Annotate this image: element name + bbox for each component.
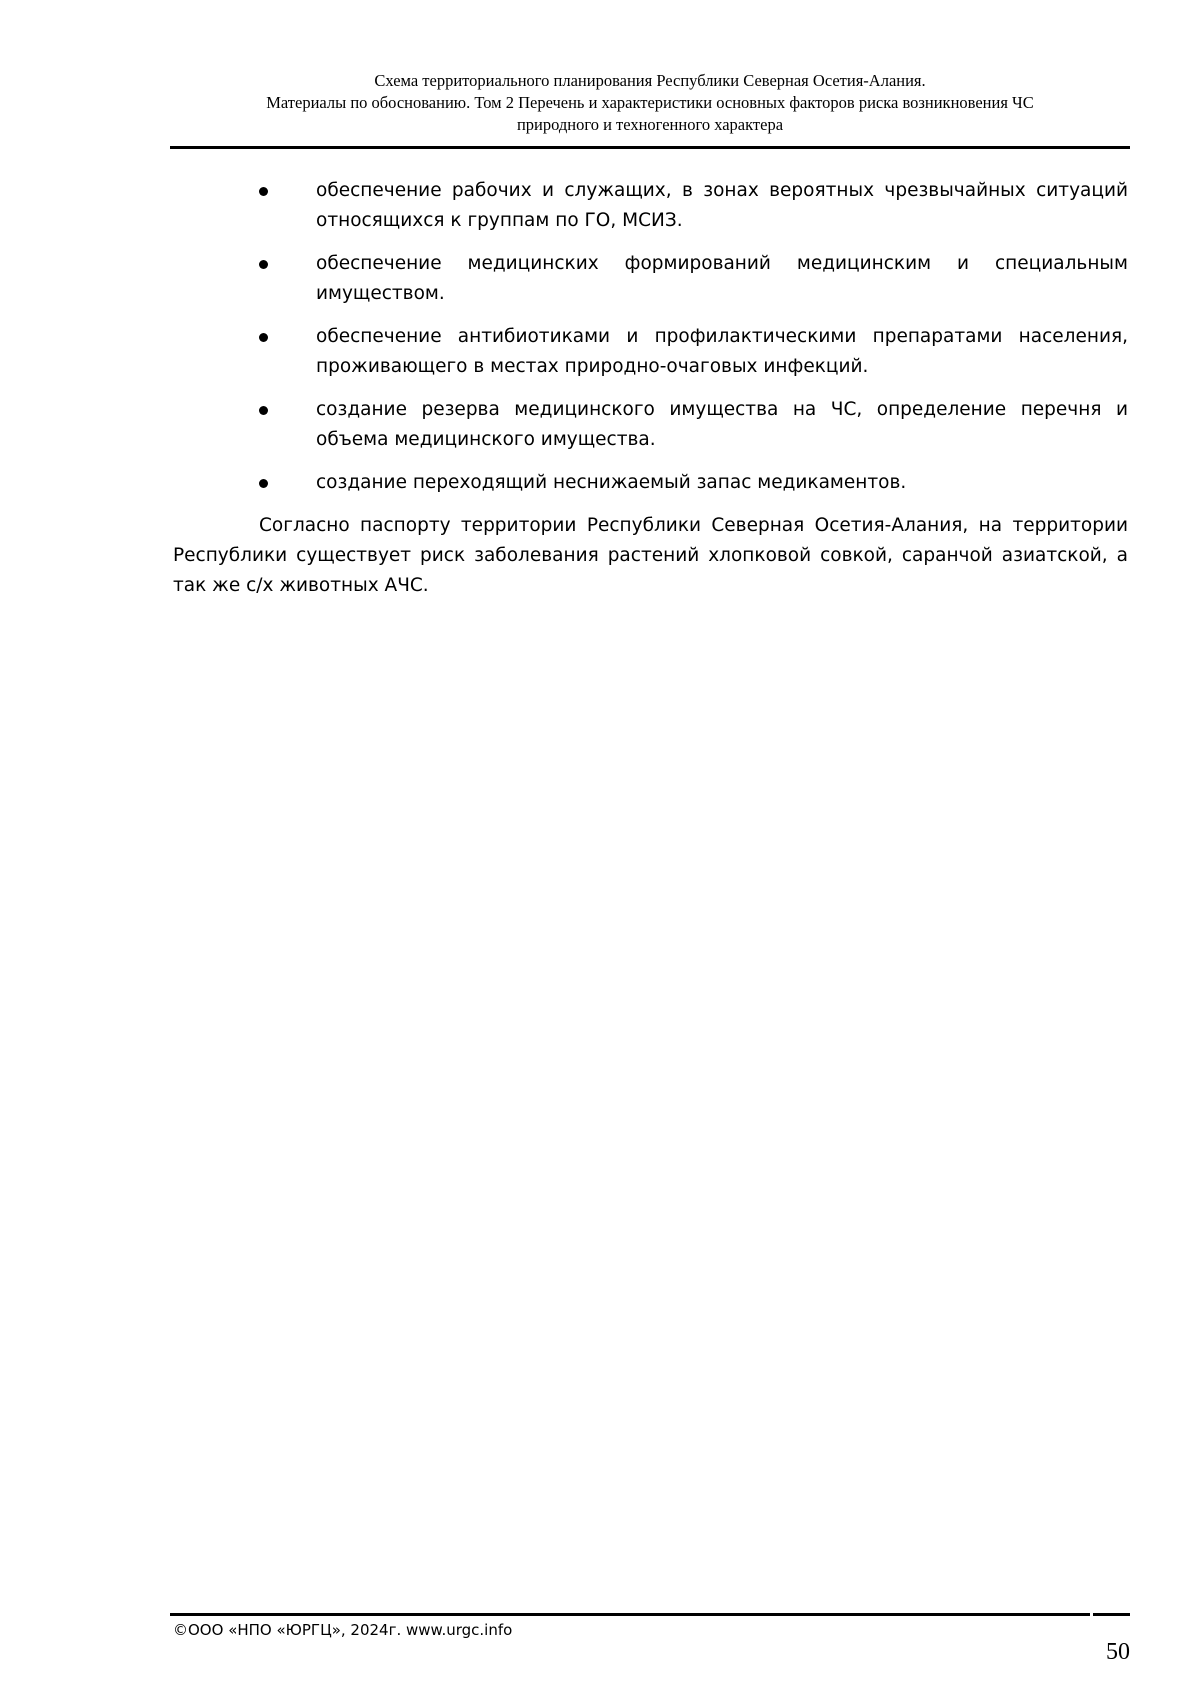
bullet-icon (259, 260, 268, 269)
header-title-line-3: природного и техногенного характера (516, 115, 784, 134)
header-title-line-1: Схема территориального планирования Республики Северная Осетия-Алания. (374, 71, 926, 90)
list-item-text: создание резерва медицинского имущества на ЧС, определение перечня и объема медицинского имущества. (316, 399, 1128, 450)
list-item-text: создание переходящий неснижаемый запас медикаментов. (316, 472, 907, 493)
footer-divider-gap (1090, 1612, 1093, 1617)
bullet-icon (259, 479, 268, 488)
bullet-icon (259, 187, 268, 196)
bullet-icon (259, 333, 268, 342)
footer-divider (170, 1613, 1130, 1616)
list-item-text: обеспечение медицинских формирований медицинским и специальным имуществом. (316, 253, 1128, 304)
header-divider (170, 146, 1130, 149)
list-item (173, 249, 1128, 309)
body-paragraph: Согласно паспорту территории Республики Северная Осетия-Алания, на территории Республики существует риск заболевания растений хлопковой совкой, саранчой азиатской, а так же с/х животных АЧС. (173, 515, 1128, 596)
page-number: 50 (1106, 1639, 1130, 1665)
list-item-text: обеспечение антибиотиками и профилактическими препаратами населения, проживающего в местах природно-очаговых инфекций. (316, 326, 1128, 377)
bullet-list (173, 176, 1128, 498)
page-body (173, 176, 1128, 601)
footer-copyright: ©ООО «НПО «ЮРГЦ», 2024г. www.urgc.info (173, 1621, 513, 1639)
header-title-line-2: Материалы по обоснованию. Том 2 Перечень и характеристики основных факторов риска возникновения ЧС (266, 93, 1034, 112)
list-item (173, 468, 1128, 498)
list-item (173, 395, 1128, 455)
list-item-text: обеспечение рабочих и служащих, в зонах вероятных чрезвычайных ситуаций относящихся к группам по ГО, МСИЗ. (316, 180, 1128, 231)
list-item (173, 176, 1128, 236)
list-item (173, 322, 1128, 382)
page-header (170, 70, 1130, 136)
bullet-icon (259, 406, 268, 415)
